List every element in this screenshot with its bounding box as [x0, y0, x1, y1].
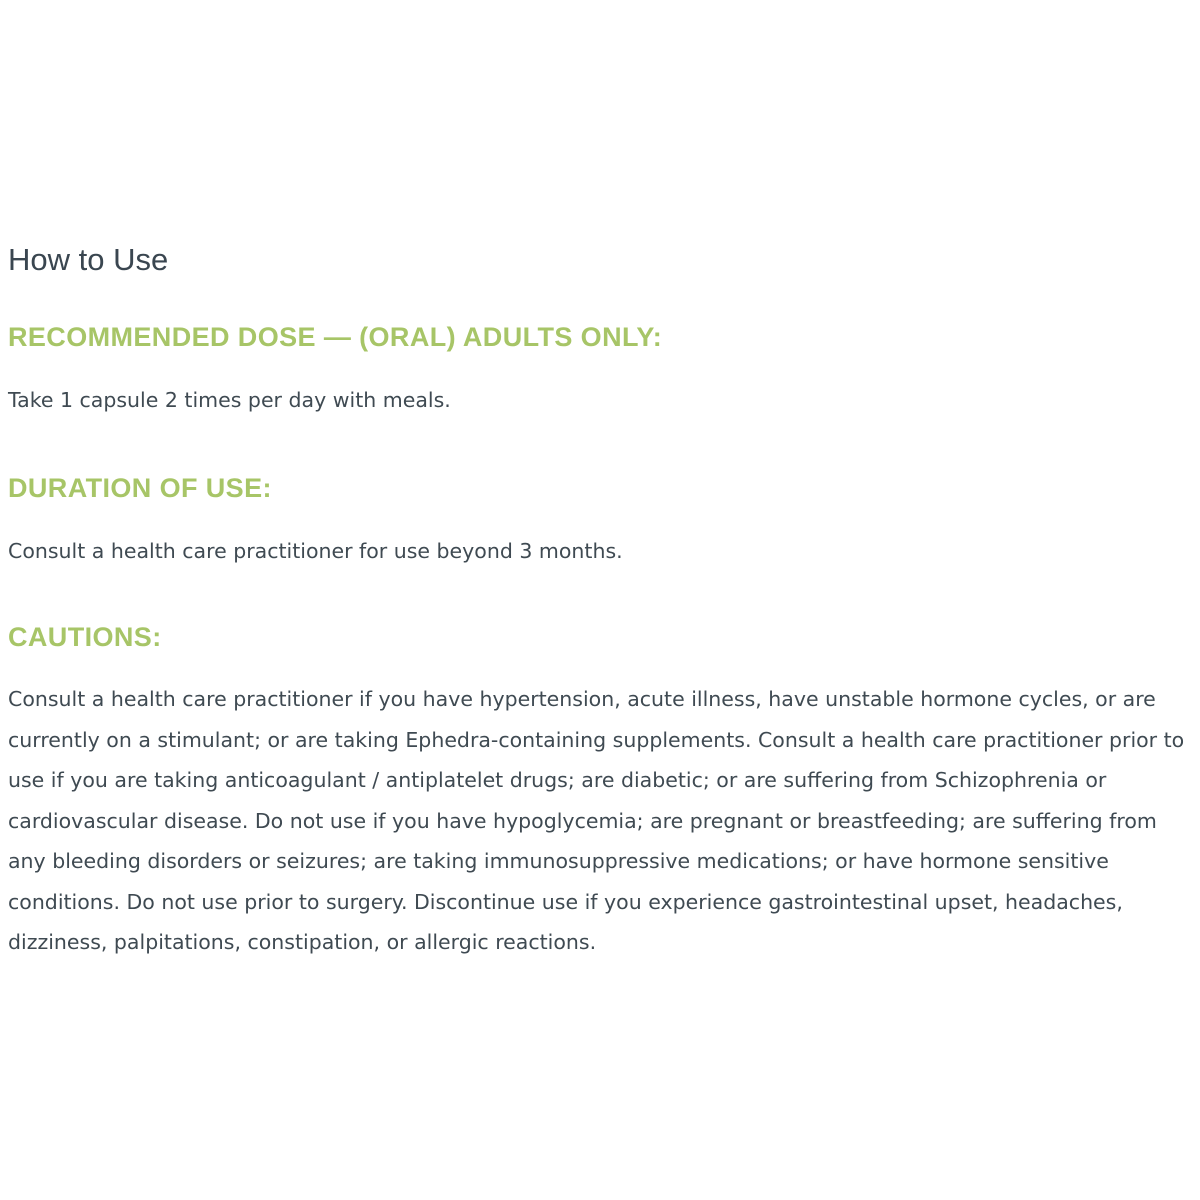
recommended-dose-heading: RECOMMENDED DOSE — (ORAL) ADULTS ONLY:: [8, 322, 663, 352]
page-title: How to Use: [8, 242, 169, 277]
cautions-text: Consult a health care practitioner if you have hypertension, acute illness, have unstable hormone cycles, or are currently on a stimulant; or are taking Ephedra-containing supplements. Consult a health care practitioner prior to use if you are taking anticoagulant / antiplatelet drugs; are diabetic; or are suffering from Schizophrenia or cardiovascular disease. Do not use if you have hypoglycemia; are pregnant or breastfeeding; are suffering from any bleeding disorders or seizures; are taking immunosuppressive medications; or have hormone sensitive conditions. Do not use prior to surgery. Discontinue use if you experience gastrointestinal upset, headaches, dizziness, palpitations, constipation, or allergic reactions.: [8, 687, 1185, 954]
cautions-heading: CAUTIONS:: [8, 622, 162, 652]
recommended-dose-text: Take 1 capsule 2 times per day with meals.: [8, 388, 451, 412]
duration-of-use-text: Consult a health care practitioner for use beyond 3 months.: [8, 539, 623, 563]
duration-of-use-heading: DURATION OF USE:: [8, 473, 272, 503]
